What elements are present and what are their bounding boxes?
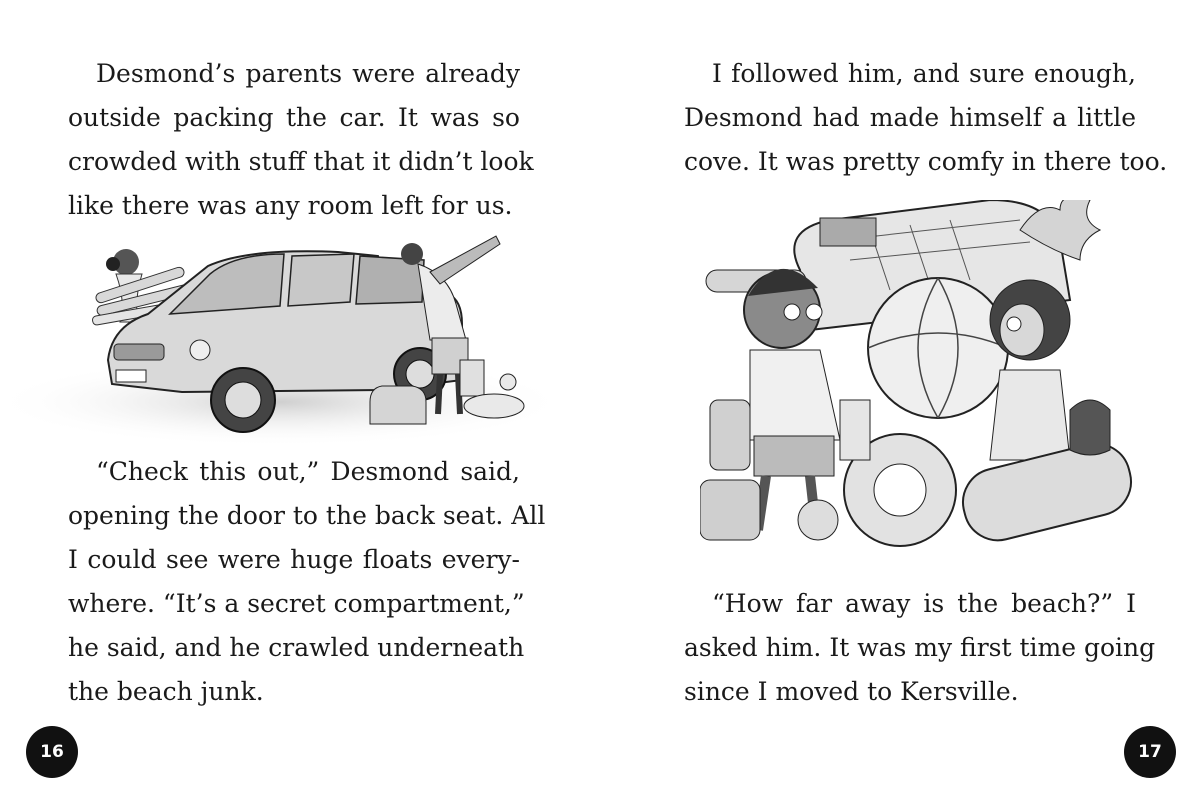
text-line: “Check this out,” Desmond said,	[96, 457, 520, 486]
paragraph	[684, 52, 1168, 184]
text-line: Desmond’s parents were already	[96, 59, 520, 88]
text-line: crowded with stuff that it didn’t look	[68, 147, 534, 176]
text-line: since I moved to Kersville.	[684, 677, 1019, 706]
text-line: cove. It was pretty comfy in there too.	[684, 147, 1168, 176]
text-line: I could see were huge floats every-	[68, 545, 520, 574]
text-line: where. “It’s a secret compartment,”	[68, 589, 525, 618]
page-number: 16	[26, 726, 78, 778]
right-page	[602, 0, 1203, 800]
text-line: outside packing the car. It was so	[68, 103, 520, 132]
page-number: 17	[1124, 726, 1176, 778]
text-line: like there was any room left for us.	[68, 191, 513, 220]
text-line: the beach junk.	[68, 677, 264, 706]
text-line: I followed him, and sure enough,	[712, 59, 1136, 88]
text-line: Desmond had made himself a little	[684, 103, 1136, 132]
text-line: he said, and he crawled underneath	[68, 633, 525, 662]
text-line: “How far away is the beach?” I	[712, 589, 1136, 618]
text-line: asked him. It was my first time going	[684, 633, 1156, 662]
left-page	[0, 0, 601, 800]
paragraph	[68, 450, 546, 714]
paragraph	[68, 52, 534, 228]
back-seat-cove-illustration	[700, 200, 1145, 565]
text-line: opening the door to the back seat. All	[68, 501, 546, 530]
car-packing-illustration	[0, 232, 560, 447]
paragraph	[684, 582, 1156, 714]
